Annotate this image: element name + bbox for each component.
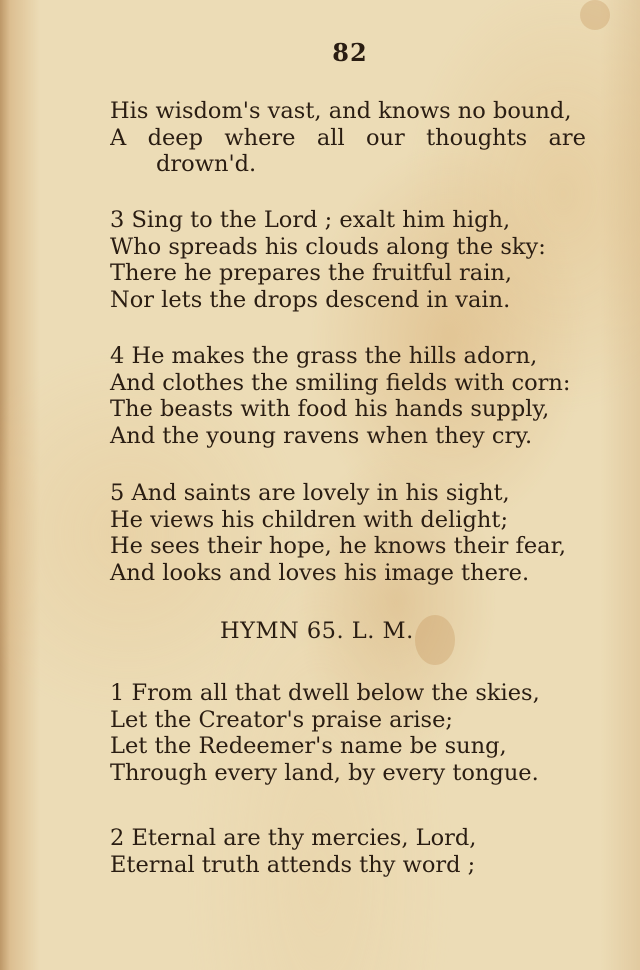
verse-line: 5 And saints are lovely in his sight,: [110, 480, 510, 506]
verse-line: Through every land, by every tongue.: [110, 759, 539, 786]
verse-line: 2 Eternal are thy mercies, Lord,: [110, 825, 477, 851]
hymn-65-verse-2: [110, 825, 586, 878]
verse-3: [110, 207, 586, 313]
verse-line: His wisdom's vast, and knows no bound,: [110, 98, 572, 124]
verse-line: drown'd.: [156, 151, 257, 177]
verse-line: 4 He makes the grass the hills adorn,: [110, 343, 538, 369]
verse-line: He sees their hope, he knows their fear,: [110, 533, 567, 559]
verse-line: Nor lets the drops descend in vain.: [110, 286, 511, 313]
page-number: 82: [332, 38, 368, 67]
verse-4: [110, 343, 586, 449]
verse-line: He views his children with delight;: [110, 506, 509, 533]
hymn-65-verse-1: [110, 680, 586, 786]
verse-continuation: [110, 98, 586, 178]
verse-line: Who spreads his clouds along the sky:: [110, 233, 546, 260]
verse-line: There he prepares the fruitful rain,: [110, 260, 513, 286]
verse-line: Eternal truth attends thy word ;: [110, 851, 476, 878]
paper-stain: [580, 0, 610, 30]
verse-line: And the young ravens when they cry.: [110, 422, 533, 449]
paper-stain: [415, 615, 455, 665]
verse-line: A deep where all our thoughts are: [110, 124, 586, 151]
verse-line: Let the Redeemer's name be sung,: [110, 733, 507, 759]
verse-line: Let the Creator's praise arise;: [110, 706, 453, 733]
verse-line: 1 From all that dwell below the skies,: [110, 680, 540, 706]
verse-line: The beasts with food his hands supply,: [110, 396, 550, 422]
verse-line: And looks and loves his image there.: [110, 559, 530, 586]
verse-line: And clothes the smiling fields with corn:: [110, 369, 571, 396]
verse-5: [110, 480, 586, 586]
hymn-heading: HYMN 65. L. M.: [220, 618, 414, 644]
verse-line: 3 Sing to the Lord ; exalt him high,: [110, 207, 511, 233]
